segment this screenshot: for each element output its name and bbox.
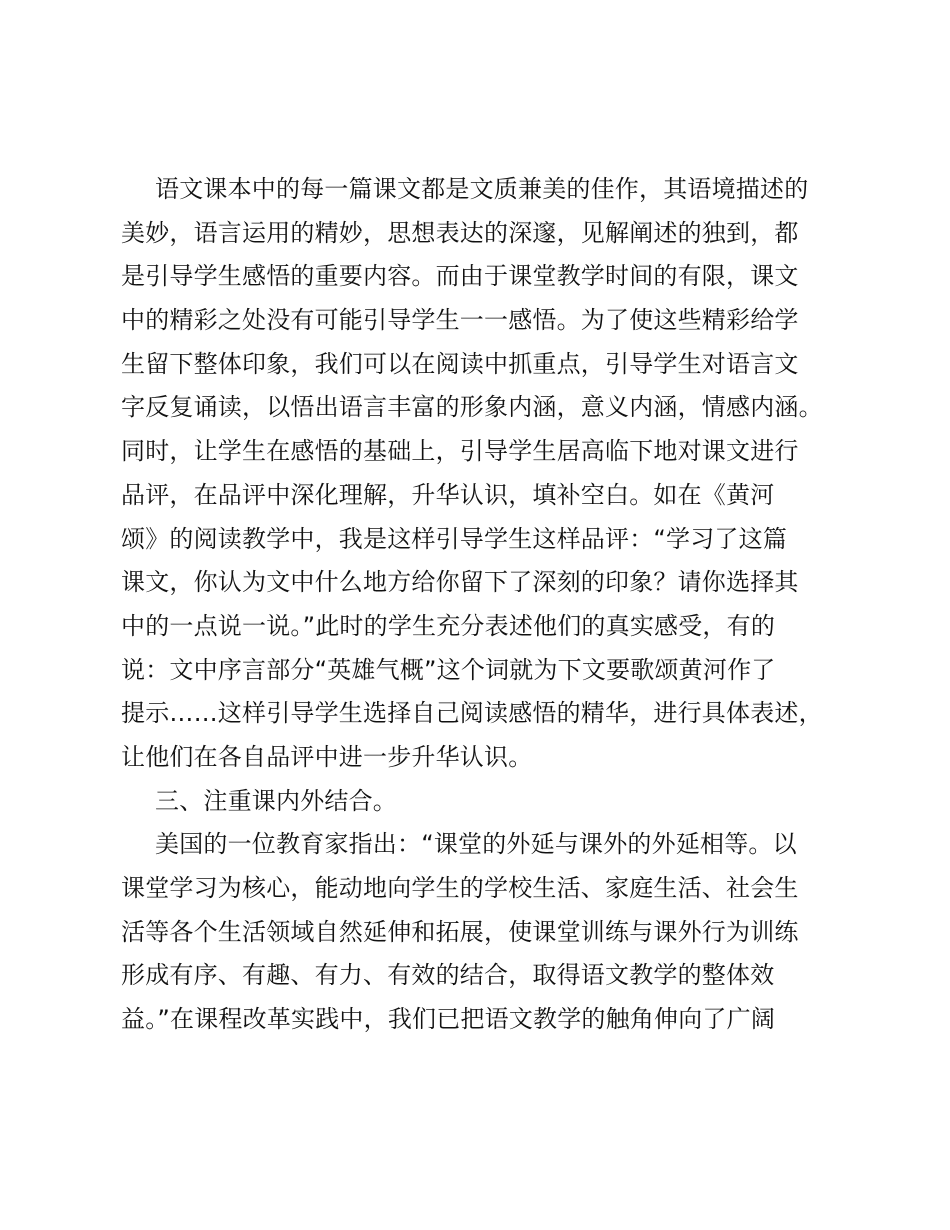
text-line: 中的精彩之处没有可能引导学生一一感悟。为了使这些精彩给学 [121, 306, 799, 335]
text-line: 中的一点说一说。”此时的学生充分表述他们的真实感受，有的 [121, 611, 776, 640]
text-line: 同时，让学生在感悟的基础上，引导学生居高临下地对课文进行 [121, 437, 799, 466]
text-line: 让他们在各自品评中进一步升华认识。 [121, 742, 533, 771]
text-line: 语文课本中的每一篇课文都是文质兼美的佳作，其语境描述的 [155, 175, 809, 203]
text-line: 颂》的阅读教学中，我是这样引导学生这样品评：“学习了这篇 [121, 524, 788, 553]
text-line: 说：文中序言部分“英雄气概”这个词就为下文要歌颂黄河作了 [121, 655, 776, 684]
text-line: 美国的一位教育家指出：“课堂的外延与课外的外延相等。以 [155, 830, 797, 859]
text-line: 课堂学习为核心，能动地向学生的学校生活、家庭生活、社会生 [121, 874, 799, 902]
text-line: 益。”在课程改革实践中，我们已把语文教学的触角伸向了广阔 [121, 1005, 776, 1034]
text-line: 课文，你认为文中什么地方给你留下了深刻的印象？请你选择其 [121, 568, 799, 597]
text-line: 活等各个生活领域自然延伸和拓展，使课堂训练与课外行为训练 [121, 917, 799, 946]
text-line: 提示……这样引导学生选择自己阅读感悟的精华，进行具体表述， [121, 699, 823, 728]
text-line: 生留下整体印象，我们可以在阅读中抓重点，引导学生对语言文 [121, 349, 799, 378]
section-heading: 三、注重课内外结合。 [155, 786, 397, 815]
body-text [121, 168, 841, 1042]
text-line: 美妙，语言运用的精妙，思想表达的深邃，见解阐述的独到，都 [121, 218, 799, 247]
text-line: 形成有序、有趣、有力、有效的结合，取得语文教学的整体效 [121, 961, 775, 990]
text-line: 字反复诵读，以悟出语言丰富的形象内涵，意义内涵，情感内涵。 [121, 393, 823, 422]
text-line: 是引导学生感悟的重要内容。而由于课堂教学时间的有限，课文 [121, 262, 799, 291]
text-line: 品评，在品评中深化理解，升华认识，填补空白。如在《黄河 [121, 480, 775, 509]
